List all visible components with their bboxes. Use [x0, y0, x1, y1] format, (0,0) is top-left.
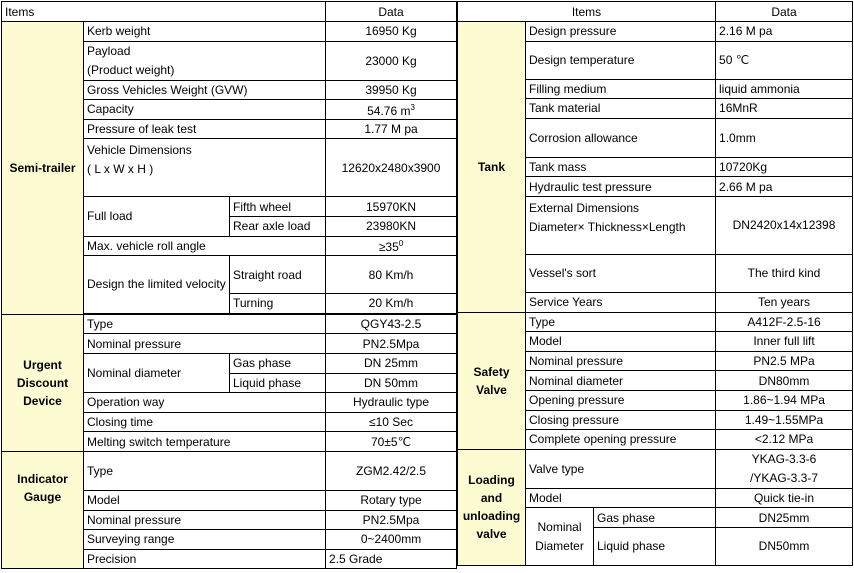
label-sv-opening: Opening pressure — [526, 390, 716, 410]
label-payload-line2: (Product weight) — [87, 62, 175, 77]
items-header-right: Items — [458, 2, 716, 22]
label-sv-type: Type — [526, 312, 716, 332]
label-udd-operation: Operation way — [84, 393, 326, 413]
value-sv-complete: <2.12 MPa — [716, 430, 853, 450]
category-tank: Tank — [458, 22, 526, 313]
label-capacity: Capacity — [84, 100, 326, 120]
value-payload: 23000 Kg — [326, 41, 457, 80]
value-gvw: 39950 Kg — [326, 80, 457, 100]
value-capacity-number: 54.76 m — [367, 103, 411, 118]
label-ig-pressure: Nominal pressure — [84, 510, 326, 530]
value-medium: liquid ammonia — [716, 79, 853, 99]
label-lv-liquid: Liquid phase — [594, 527, 716, 565]
value-design-pressure: 2.16 M pa — [716, 22, 853, 42]
label-sv-model: Model — [526, 332, 716, 352]
value-lv-model: Quick tie-in — [716, 488, 853, 508]
data-header: Data — [326, 2, 457, 22]
label-dimensions-line1: Vehicle Dimensions — [87, 143, 192, 158]
label-sv-complete: Complete opening pressure — [526, 430, 716, 450]
value-udd-gas: DN 25mm — [326, 353, 457, 373]
label-fifth-wheel: Fifth wheel — [230, 197, 326, 217]
label-sv-diameter: Nominal diameter — [526, 371, 716, 391]
value-capacity-sup: 3 — [410, 102, 415, 112]
left-spec-table — [1, 1, 457, 569]
value-lv-liquid: DN50mm — [716, 527, 853, 565]
label-payload — [84, 41, 326, 80]
value-sort: The third kind — [716, 254, 853, 292]
label-design-pressure: Design pressure — [526, 22, 716, 42]
value-turning: 20 Km/h — [326, 294, 457, 314]
label-velocity: Design the limited velocity — [84, 256, 230, 314]
value-roll-angle-sup: 0 — [398, 239, 404, 249]
label-mass: Tank mass — [526, 157, 716, 177]
value-udd-melting: 70±5℃ — [326, 432, 457, 452]
label-roll-angle: Max. vehicle roll angle — [84, 236, 326, 256]
label-lv-type: Valve type — [526, 449, 716, 488]
label-leak-test: Pressure of leak test — [84, 119, 326, 139]
value-sv-closing: 1.49~1.55MPa — [716, 410, 853, 430]
label-kerb-weight: Kerb weight — [84, 22, 326, 42]
value-kerb-weight: 16950 Kg — [326, 22, 457, 42]
label-udd-melting: Melting switch temperature — [84, 432, 326, 452]
label-external-line2: Diameter× Thickness×Length — [529, 219, 686, 234]
category-indicator-gauge: Indicator Gauge — [2, 451, 84, 568]
value-sv-type: A412F-2.5-16 — [716, 312, 853, 332]
label-sv-pressure: Nominal pressure — [526, 351, 716, 371]
value-roll-angle-number: ≥35 — [378, 240, 399, 255]
items-header: Items — [2, 2, 326, 22]
label-full-load: Full load — [84, 197, 230, 236]
value-lv-type-line1: YKAG-3.3-6 — [751, 451, 817, 466]
value-udd-pressure: PN2.5Mpa — [326, 334, 457, 354]
value-ig-type: ZGM2.42/2.5 — [326, 451, 457, 490]
value-rear-axle: 23980KN — [326, 216, 457, 236]
label-lv-diameter: Nominal Diameter — [526, 508, 594, 566]
label-udd-type: Type — [84, 314, 326, 334]
value-lv-type-line2: /YKAG-3.3-7 — [750, 470, 819, 485]
label-udd-closing: Closing time — [84, 412, 326, 432]
value-udd-liquid: DN 50mm — [326, 373, 457, 393]
value-ig-range: 0~2400mm — [326, 530, 457, 550]
value-sv-model: Inner full lift — [716, 332, 853, 352]
label-sort: Vessel's sort — [526, 254, 716, 292]
label-hydraulic: Hydraulic test pressure — [526, 177, 716, 197]
value-udd-operation: Hydraulic type — [326, 393, 457, 413]
label-ig-range: Surveying range — [84, 530, 326, 550]
value-lv-type — [716, 449, 853, 488]
value-material: 16MnR — [716, 99, 853, 119]
value-ig-pressure: PN2.5Mpa — [326, 510, 457, 530]
value-sv-opening: 1.86~1.94 MPa — [716, 390, 853, 410]
label-rear-axle: Rear axle load — [230, 216, 326, 236]
label-udd-diameter: Nominal diameter — [84, 353, 230, 392]
value-dimensions: 12620x2480x3900 — [326, 139, 457, 197]
label-corrosion: Corrosion allowance — [526, 118, 716, 157]
value-ig-precision: 2.5 Grade — [326, 549, 457, 569]
label-udd-liquid: Liquid phase — [230, 373, 326, 393]
value-lv-gas: DN25mm — [716, 508, 853, 528]
value-capacity — [326, 100, 457, 120]
label-medium: Filling medium — [526, 79, 716, 99]
value-ig-model: Rotary type — [326, 490, 457, 510]
label-udd-pressure: Nominal pressure — [84, 334, 326, 354]
label-turning: Turning — [230, 294, 326, 314]
label-ig-precision: Precision — [84, 549, 326, 569]
value-hydraulic: 2.66 M pa — [716, 177, 853, 197]
value-straight-road: 80 Km/h — [326, 256, 457, 294]
category-urgent-discount: Urgent Discount Device — [2, 314, 84, 451]
value-fifth-wheel: 15970KN — [326, 197, 457, 217]
label-ig-model: Model — [84, 490, 326, 510]
label-design-temp: Design temperature — [526, 41, 716, 79]
label-material: Tank material — [526, 99, 716, 119]
label-external — [526, 196, 716, 254]
label-dimensions-line2: ( L x W x H ) — [87, 162, 154, 177]
category-safety-valve: Safety Valve — [458, 312, 526, 449]
value-udd-type: QGY43-2.5 — [326, 314, 457, 334]
category-semi-trailer: Semi-trailer — [2, 22, 84, 315]
label-payload-line1: Payload — [87, 43, 131, 58]
data-header-right: Data — [716, 2, 853, 22]
value-sv-diameter: DN80mm — [716, 371, 853, 391]
value-roll-angle — [326, 236, 457, 256]
value-mass: 10720Kg — [716, 157, 853, 177]
label-gvw: Gross Vehicles Weight (GVW) — [84, 80, 326, 100]
label-lv-gas: Gas phase — [594, 508, 716, 528]
label-straight-road: Straight road — [230, 256, 326, 294]
value-leak-test: 1.77 M pa — [326, 119, 457, 139]
right-spec-table — [457, 1, 853, 566]
value-external: DN2420x14x12398 — [716, 196, 853, 254]
category-loading-valve: Loading and unloading valve — [458, 449, 526, 565]
value-service: Ten years — [716, 292, 853, 312]
label-ig-type: Type — [84, 451, 326, 490]
value-corrosion: 1.0mm — [716, 118, 853, 157]
value-sv-pressure: PN2.5 MPa — [716, 351, 853, 371]
label-udd-gas: Gas phase — [230, 353, 326, 373]
label-sv-closing: Closing pressure — [526, 410, 716, 430]
label-dimensions — [84, 139, 326, 197]
label-service: Service Years — [526, 292, 716, 312]
label-lv-model: Model — [526, 488, 716, 508]
label-external-line1: External Dimensions — [529, 200, 640, 215]
value-design-temp: 50 ℃ — [716, 41, 853, 79]
value-udd-closing: ≤10 Sec — [326, 412, 457, 432]
